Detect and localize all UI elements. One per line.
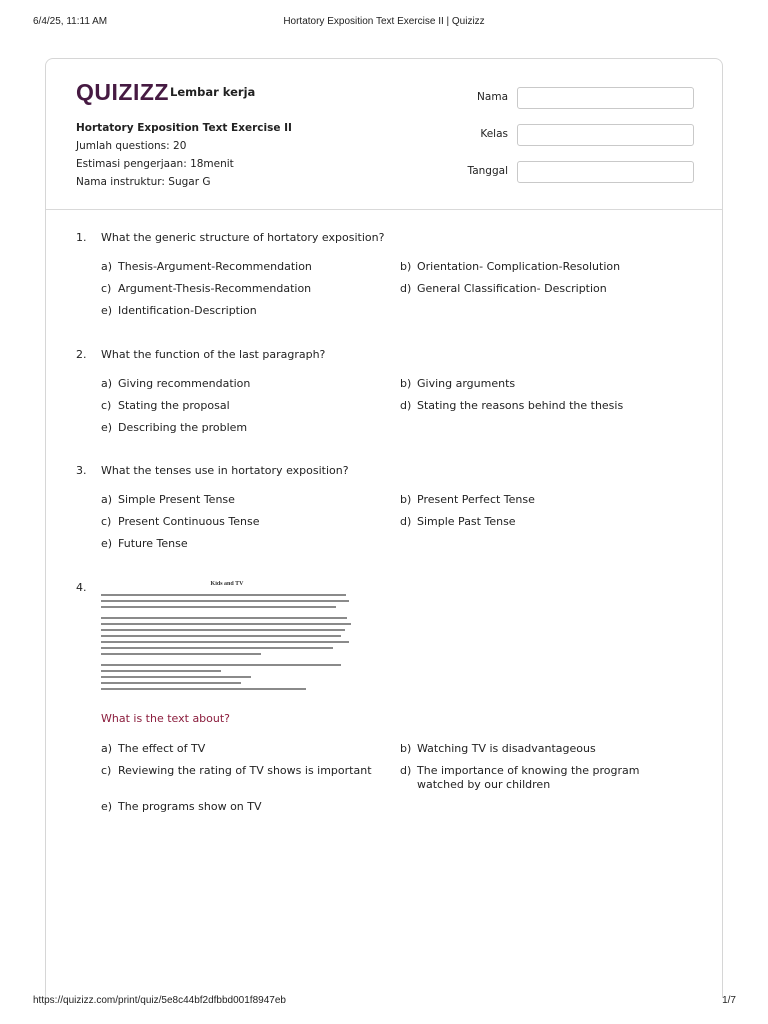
option-c: c) Present Continuous Tense [101, 515, 260, 528]
option-c: c) Reviewing the rating of TV shows is important [101, 764, 372, 777]
option-d: d) General Classification- Description [400, 282, 607, 295]
option-a: a) Simple Present Tense [101, 493, 235, 506]
option-b: b) Present Perfect Tense [400, 493, 535, 506]
date-field[interactable] [517, 161, 694, 183]
print-footer [0, 995, 768, 1009]
option-c: c) Argument-Thesis-Recommendation [101, 282, 312, 295]
name-label: Nama [477, 91, 508, 103]
option-d: d) The importance of knowing the program watched by our children [400, 764, 640, 791]
print-page-title: Hortatory Exposition Text Exercise II | Quizizz [283, 16, 485, 27]
option-b: b) Giving arguments [400, 377, 516, 390]
option-d: d) Simple Past Tense [400, 515, 516, 528]
print-header [0, 16, 768, 30]
option-b: b) Watching TV is disadvantageous [400, 742, 596, 755]
reading-text-title: Kids and TV [210, 581, 244, 587]
quizizz-logo: QUIZIZZ [76, 79, 169, 105]
option-b: b) Orientation- Complication-Resolution [400, 260, 621, 273]
worksheet-title: Hortatory Exposition Text Exercise II [76, 122, 292, 134]
date-label: Tanggal [467, 165, 508, 177]
question-text: What the generic structure of hortatory exposition? [101, 231, 385, 244]
reading-text-image [101, 581, 353, 705]
option-a: a) Thesis-Argument-Recommendation [101, 260, 312, 273]
question-text: What the tenses use in hortatory exposition? [101, 464, 349, 477]
option-e: e) The programs show on TV [101, 800, 262, 813]
question-text: What is the text about? [101, 712, 231, 725]
print-url: https://quizizz.com/print/quiz/5e8c44bf2dfbbd001f8947eb [33, 995, 286, 1006]
worksheet-label: Lembar kerja [170, 85, 256, 99]
question-number: 1. [76, 231, 87, 244]
question-number: 4. [76, 581, 87, 594]
print-datetime: 6/4/25, 11:11 AM [33, 16, 108, 27]
print-page-number: 1/7 [722, 995, 736, 1006]
worksheet-meta [76, 119, 292, 191]
option-e: e) Future Tense [101, 537, 188, 550]
option-a: a) Giving recommendation [101, 377, 251, 390]
questions-count: Jumlah questions: 20 [76, 140, 187, 152]
question-text: What the function of the last paragraph? [101, 348, 326, 361]
option-d: d) Stating the reasons behind the thesis [400, 399, 624, 412]
instructor-name: Nama instruktur: Sugar G [76, 176, 211, 188]
option-c: c) Stating the proposal [101, 399, 230, 412]
option-e: e) Identification-Description [101, 304, 257, 317]
question-number: 2. [76, 348, 87, 361]
name-field[interactable] [517, 87, 694, 109]
option-a: a) The effect of TV [101, 742, 206, 755]
class-label: Kelas [480, 128, 508, 140]
class-field[interactable] [517, 124, 694, 146]
option-e: e) Describing the problem [101, 421, 248, 434]
time-estimate: Estimasi pengerjaan: 18menit [76, 158, 234, 170]
worksheet-header [46, 59, 722, 210]
worksheet-card [45, 58, 723, 998]
question-number: 3. [76, 464, 87, 477]
